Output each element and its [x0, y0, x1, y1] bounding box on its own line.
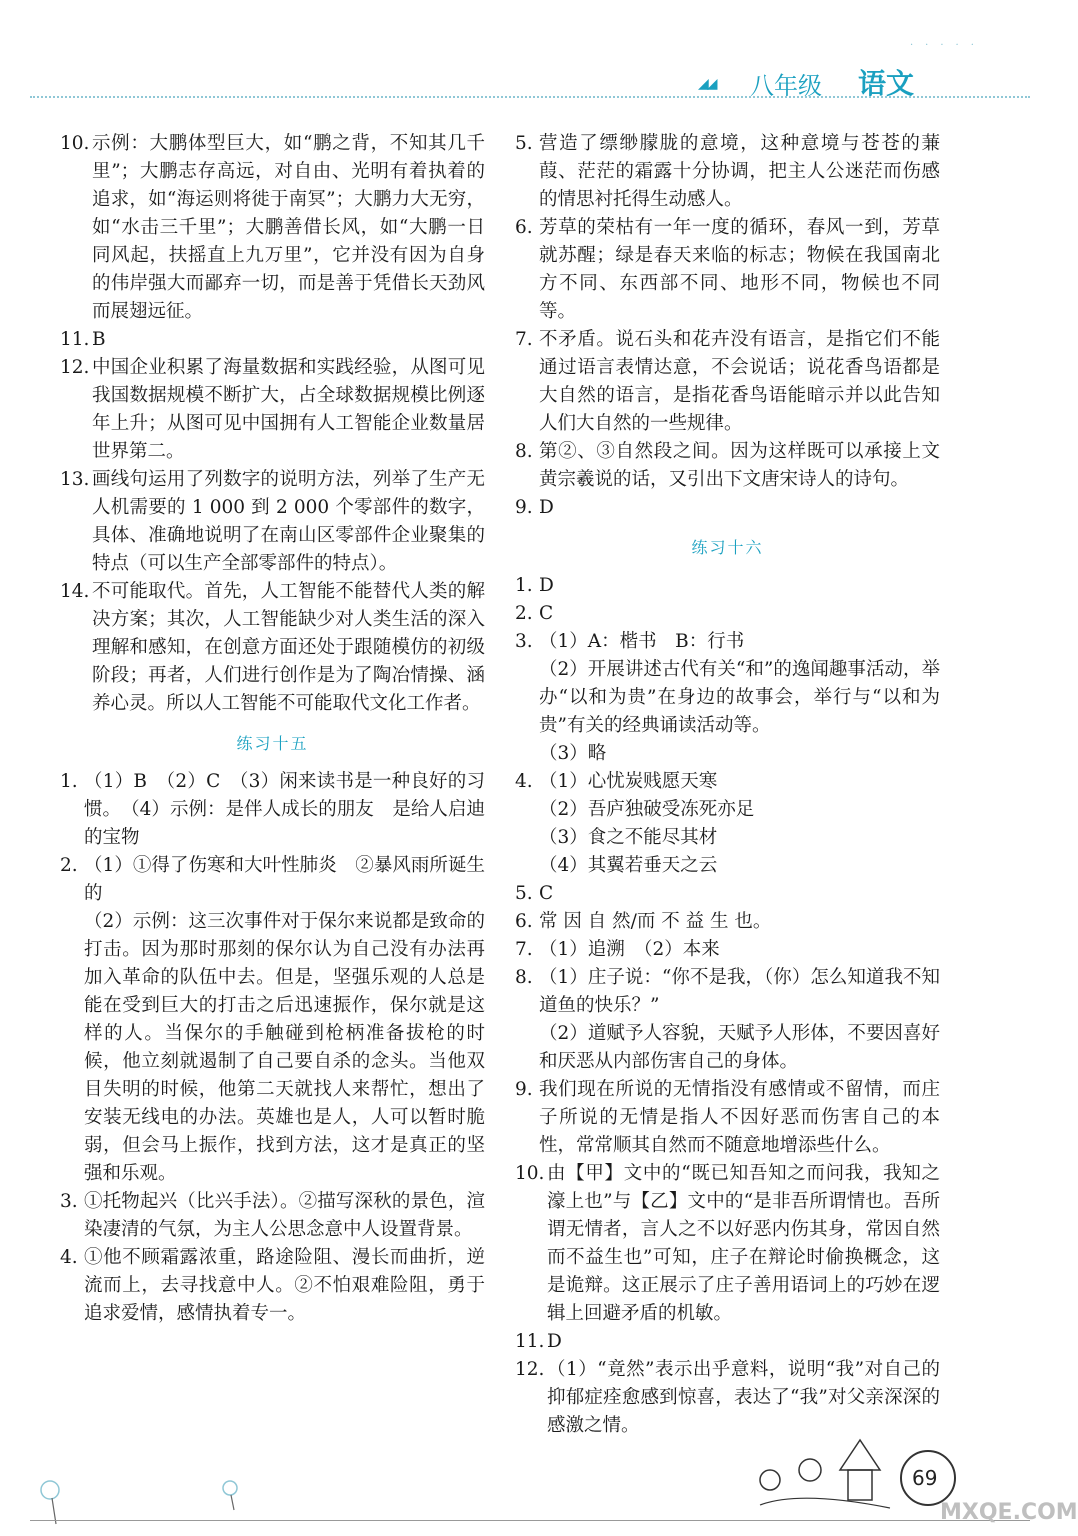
- answer-subitem: （2）示例：这三次事件对于保尔来说都是致命的打击。因为那时那刻的保尔认为自己没有办法再加入革命的队伍中去。但是，坚强乐观的人总是能在受到巨大的打击之后迅速振作，保尔就是这样的人。当保尔的手触碰到枪柄准备拔枪的时候，他立刻就遏制了自己要自杀的念头。当他双目失明的时候，他第二天就找人来帮忙，想出了安装无线电的办法。英雄也是人，人可以暂时脆弱，但会马上振作，找到方法，这才是真正的坚强和乐观。: [84, 911, 485, 1184]
- page-header: [0, 0, 1061, 110]
- right-column: [515, 130, 940, 1440]
- answer-item: 1. D: [515, 575, 554, 596]
- answer-item: 10. 示例：大鹏体型巨大，如“鹏之背，不知其几千里”；大鹏志存高远，对自由、光明有着执着的追求，如“海运则将徙于南冥”；大鹏力大无穷，如“水击三千里”；大鹏善借长风，如“大鹏一日同风起，扶摇直上九万里”，它并没有因为自身的伟岸强大而鄙弃一切，而是善于凭借长天劲风而展翅远征。: [60, 133, 485, 322]
- answer-item: 2. （1）①得了伤寒和大叶性肺炎 ②暴风雨所诞生的: [60, 855, 485, 904]
- answer-item: 1. （1）B （2）C （3）闲来读书是一种良好的习惯。 （4）示例：是伴人成长的朋友 是给人启迪的宝物: [60, 771, 485, 848]
- header-grade: 八年级: [750, 72, 822, 100]
- answer-item: 3. ①托物起兴（比兴手法）。②描写深秋的景色，渲染凄清的气氛，为主人公思念意中人设置背景。: [60, 1191, 485, 1240]
- answer-item: 12. （1）“竟然”表示出乎意料，说明“我”对自己的抑郁症痊愈感到惊喜，表达了“我”对父亲深深的感激之情。: [515, 1359, 940, 1436]
- answer-item: 4. （1）心忧炭贱愿天寒: [515, 771, 718, 792]
- answer-item: 7. 不矛盾。说石头和花卉没有语言，是指它们不能通过语言表情达意，不会说话；说花香鸟语都是大自然的语言，是指花香鸟语能暗示并以此告知人们大自然的一些规律。: [515, 329, 940, 434]
- answer-item: 12. 中国企业积累了海量数据和实践经验，从图可见我国数据规模不断扩大，占全球数据规模比例逐年上升；从图可见中国拥有人工智能企业数量居世界第二。: [60, 357, 485, 462]
- answer-item: 2. C: [515, 603, 554, 624]
- left-column: [60, 130, 485, 1328]
- answer-item: 3. （1）A：楷书 B：行书: [515, 631, 745, 652]
- sparkle-decoration: ·····: [910, 40, 986, 51]
- answer-item: 11. D: [515, 1331, 562, 1352]
- header-arrows-icon: ◢◢: [698, 76, 716, 92]
- answer-item: 6. 芳草的荣枯有一年一度的循环，春风一到，芳草就苏醒；绿是春天来临的标志；物候在我国南北方不同、东西部不同、地形不同，物候也不同等。: [515, 217, 940, 322]
- answer-item: 9. 我们现在所说的无情指没有感情或不留情，而庄子所说的无情是指人不因好恶而伤害自己的本性，常常顺其自然而不随意地增添些什么。: [515, 1079, 940, 1156]
- footer-characters-doodle-icon: [740, 1430, 900, 1520]
- page-number: 69: [912, 1466, 938, 1490]
- footer-divider: [30, 1520, 1030, 1521]
- section-title: 练习十六: [691, 538, 764, 557]
- answer-item: 10. 由【甲】文中的“既已知吾知之而问我，我知之濠上也”与【乙】文中的“是非吾所谓情也。吾所谓无情者，言人之不以好恶内伤其身，常因自然而不益生也”可知，庄子在辩论时偷换概念，这是诡辩。这正展示了庄子善用语词上的巧妙在逻辑上回避矛盾的机敏。: [515, 1163, 940, 1324]
- answer-subitem: （2）开展讲述古代有关“和”的逸闻趣事活动，举办“以和为贵”在身边的故事会，举行与“以和为贵”有关的经典诵读活动等。: [539, 659, 940, 736]
- answer-item: 6. 常 因 自 然/而 不 益 生 也。: [515, 911, 772, 932]
- answer-item: 7. （1）追溯 （2）本来: [515, 939, 720, 960]
- answer-item: 13. 画线句运用了列数字的说明方法，列举了生产无人机需要的 1 000 到 2 000 个零部件的数字，具体、准确地说明了在南山区零部件企业聚集的特点（可以生产全部零部件的特点）。: [60, 469, 485, 574]
- answer-item: 9. D: [515, 497, 554, 518]
- watermark-logo: MXQE.COM: [940, 1500, 1078, 1525]
- answer-subitem: （2）吾庐独破受冻死亦足: [539, 799, 755, 820]
- section-title: 练习十五: [236, 734, 309, 753]
- footer-plant-doodle-icon: [30, 1470, 280, 1526]
- answer-subitem: （2）道赋予人容貌，天赋予人形体，不要因喜好和厌恶从内部伤害自己的身体。: [539, 1023, 940, 1072]
- answer-item: 11. B: [60, 329, 106, 350]
- answer-item: 4. ①他不顾霜露浓重，路途险阻、漫长而曲折，逆流而上，去寻找意中人。②不怕艰难险阻，勇于追求爱情，感情执着专一。: [60, 1247, 485, 1324]
- answer-item: 14. 不可能取代。首先，人工智能不能替代人类的解决方案；其次，人工智能缺少对人类生活的深入理解和感知，在创意方面还处于跟随模仿的初级阶段；再者，人们进行创作是为了陶冶情操、涵养心灵。所以人工智能不可能取代文化工作者。: [60, 581, 485, 714]
- answer-item: 5. C: [515, 883, 554, 904]
- answer-item: 8. （1）庄子说：“你不是我，（你）怎么知道我不知道鱼的快乐？”: [515, 967, 940, 1016]
- answer-item: 5. 营造了缥缈朦胧的意境，这种意境与苍苍的蒹葭、茫茫的霜露十分协调，把主人公迷茫而伤感的情思衬托得生动感人。: [515, 133, 940, 210]
- answer-item: 8. 第②、③自然段之间。因为这样既可以承接上文黄宗羲说的话，又引出下文唐宋诗人的诗句。: [515, 441, 940, 490]
- header-divider: [30, 96, 1030, 98]
- answer-subitem: （4）其翼若垂天之云: [539, 855, 718, 876]
- header-subject: 语文: [858, 67, 915, 100]
- answer-subitem: （3）食之不能尽其材: [539, 827, 718, 848]
- answer-subitem: （3）略: [539, 743, 607, 764]
